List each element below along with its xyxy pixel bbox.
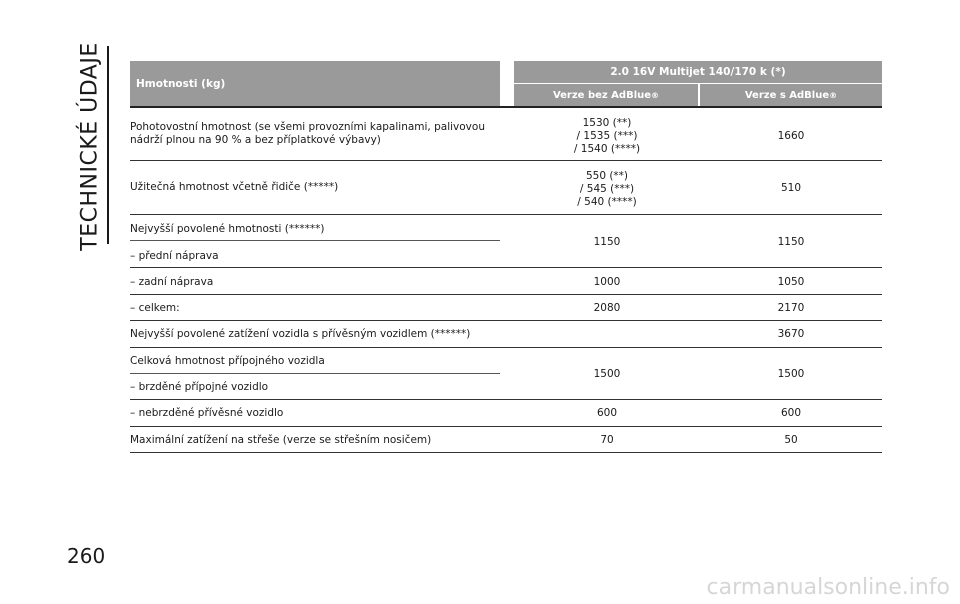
row-rule (130, 160, 882, 161)
row-label: Pohotovostní hmotnost (se všemi provozními kapalinami, palivovou nádrží plnou na 90 % a bez příplatkové výbavy) (130, 121, 485, 146)
section-title (70, 41, 110, 251)
row-value-no-adblue: 2080 (593, 302, 621, 314)
row-value-adblue: 2170 (777, 302, 805, 314)
row-rule (130, 214, 882, 215)
page-number: 260 (67, 544, 106, 568)
row-value-no-adblue (514, 170, 700, 209)
row-value-no-adblue: 1150 (593, 236, 621, 248)
watermark: carmanualsonline.info (706, 575, 950, 600)
row-label: – brzděné přípojné vozidlo (130, 381, 269, 393)
row-value-adblue: 1500 (777, 368, 805, 380)
row-value-adblue: 50 (784, 434, 798, 446)
row-rule (130, 452, 882, 453)
registered-mark: ® (829, 90, 838, 100)
row-value-no-adblue: 1000 (593, 276, 621, 288)
row-value-adblue: 3670 (777, 328, 805, 340)
row-label: Nejvyšší povolené hmotnosti (******) (130, 223, 325, 235)
row-label: Užitečná hmotnost včetně řidiče (*****) (130, 181, 339, 193)
registered-mark: ® (651, 90, 660, 100)
value-line: / 1540 (****) (573, 143, 641, 155)
row-value-adblue: 1660 (777, 130, 805, 142)
row-value-adblue: 510 (780, 182, 802, 194)
row-label: – nebrzděné přívěsné vozidlo (130, 407, 284, 419)
row-label: – celkem: (130, 302, 180, 314)
header-rule (130, 106, 882, 108)
row-rule (130, 399, 882, 400)
value-line: / 545 (***) (579, 183, 635, 195)
row-value-adblue: 600 (780, 407, 802, 419)
row-label: Celková hmotnost přípojného vozidla (130, 355, 325, 367)
row-value-adblue: 1050 (777, 276, 805, 288)
row-rule (130, 294, 882, 295)
row-rule (130, 240, 500, 241)
value-line: / 1535 (***) (576, 130, 638, 142)
value-line: 550 (**) (585, 170, 629, 182)
section-title-rule (107, 46, 109, 244)
value-line: / 540 (****) (577, 196, 637, 208)
row-rule (130, 347, 882, 348)
header-engine: 2.0 16V Multijet 140/170 k (*) (514, 61, 882, 83)
row-label: Nejvyšší povolené zatížení vozidla s přívěsným vozidlem (******) (130, 328, 471, 340)
row-value-no-adblue: 600 (596, 407, 618, 419)
row-value-no-adblue (514, 117, 700, 156)
row-value-adblue: 1150 (777, 236, 805, 248)
header-col-adblue-text: Verze s AdBlue (744, 89, 830, 101)
header-weights-label: Hmotnosti (kg) (130, 61, 500, 106)
row-rule (130, 320, 882, 321)
row-value-no-adblue: 70 (600, 434, 614, 446)
row-rule (130, 426, 882, 427)
header-col-adblue (700, 84, 882, 106)
header-col-no-adblue (514, 84, 698, 106)
header-col-no-adblue-text: Verze bez AdBlue (552, 89, 652, 101)
row-rule (130, 267, 882, 268)
value-line: 1530 (**) (582, 117, 632, 129)
section-title-text: TECHNICKÉ ÚDAJE (77, 41, 103, 251)
row-label: Maximální zatížení na střeše (verze se střešním nosičem) (130, 434, 432, 446)
row-rule (130, 373, 500, 374)
row-label: – přední náprava (130, 250, 219, 262)
row-value-no-adblue: 1500 (593, 368, 621, 380)
row-label: – zadní náprava (130, 276, 214, 288)
